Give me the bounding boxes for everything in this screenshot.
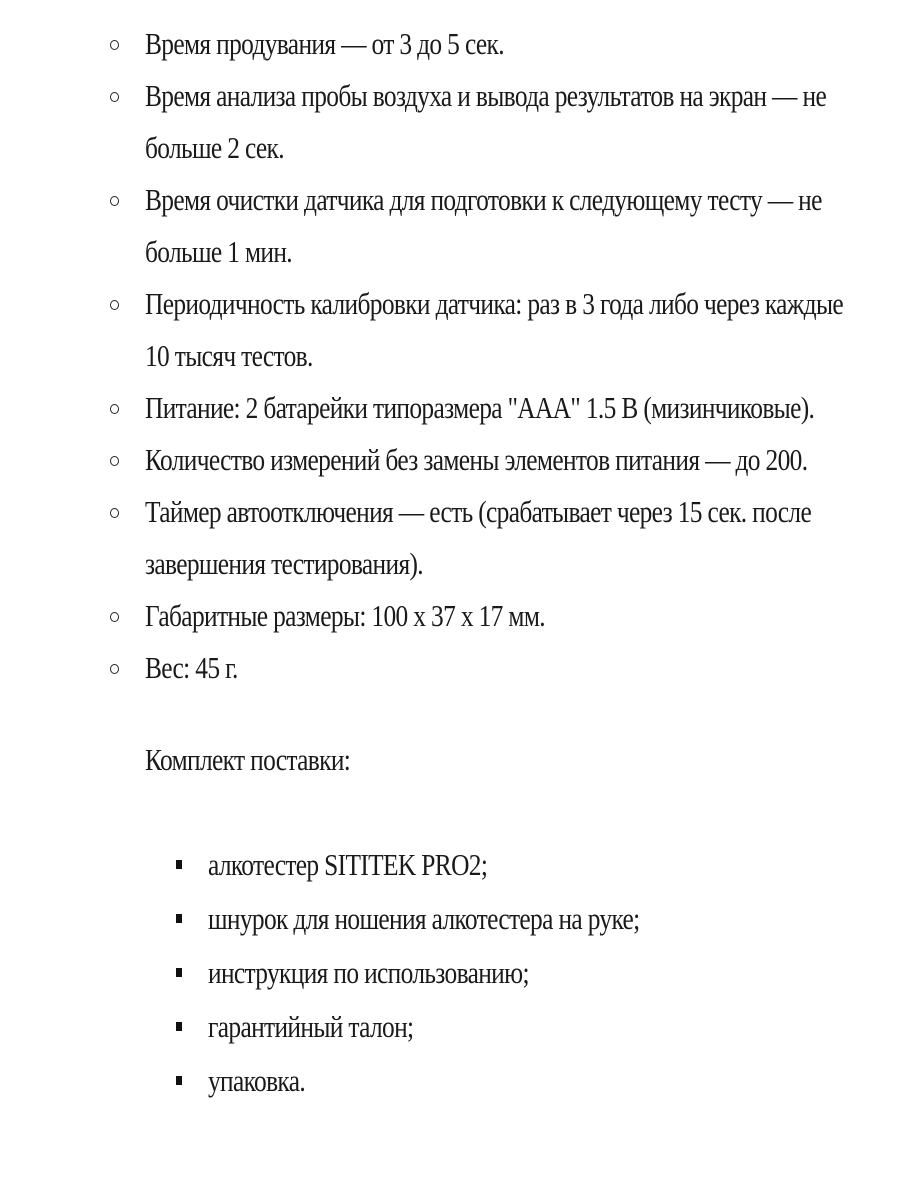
spec-item-calibration: [0, 278, 900, 382]
circle-bullet-icon: [110, 40, 119, 50]
kit-item-text: инструкция по использованию;: [208, 955, 529, 990]
kit-item-text: алкотестер SITITEK PRO2;: [208, 847, 488, 882]
square-bullet-icon: [176, 968, 182, 977]
kit-item-lanyard: [0, 892, 900, 946]
kit-item-manual: [0, 946, 900, 1000]
kit-item-text: упаковка.: [208, 1063, 306, 1098]
kit-item-warranty: [0, 1000, 900, 1054]
circle-bullet-icon: [110, 508, 119, 518]
spec-text: Питание: 2 батарейки типоразмера "AAA" 1.5 В (мизинчиковые).: [145, 390, 815, 425]
spec-text: Время очистки датчика для подготовки к следующему тесту — не больше 1 мин.: [145, 182, 822, 269]
kit-item-text: гарантийный талон;: [208, 1009, 414, 1044]
kit-item-text: шнурок для ношения алкотестера на руке;: [208, 901, 640, 936]
spec-item-dimensions: [0, 590, 900, 642]
spec-item-power: [0, 382, 900, 434]
spec-text: Периодичность калибровки датчика: раз в 3 года либо через каждые 10 тысяч тестов.: [145, 286, 844, 373]
spec-text: Габаритные размеры: 100 x 37 x 17 мм.: [145, 598, 545, 633]
spec-text: Вес: 45 г.: [145, 650, 238, 685]
spec-item-weight: [0, 642, 900, 694]
circle-bullet-icon: [110, 300, 119, 310]
square-bullet-icon: [176, 860, 182, 869]
circle-bullet-icon: [110, 664, 119, 674]
square-bullet-icon: [176, 914, 182, 923]
spec-item-measurements-count: [0, 434, 900, 486]
spec-text: Время анализа пробы воздуха и вывода результатов на экран — не больше 2 сек.: [145, 78, 827, 165]
kit-item-packaging: [0, 1054, 900, 1108]
spec-text: Таймер автоотключения — есть (срабатывает через 15 сек. после завершения тестирования).: [145, 494, 812, 581]
specifications-list: [0, 18, 900, 694]
kit-item-breathalyzer: [0, 838, 900, 892]
circle-bullet-icon: [110, 612, 119, 622]
square-bullet-icon: [176, 1022, 182, 1031]
spec-text: Время продувания — от 3 до 5 сек.: [145, 26, 504, 61]
kit-heading: Комплект поставки:: [145, 742, 351, 777]
spec-item-auto-off-timer: [0, 486, 900, 590]
kit-contents-list: [0, 838, 900, 1108]
circle-bullet-icon: [110, 404, 119, 414]
spec-item-analysis-time: [0, 70, 900, 174]
circle-bullet-icon: [110, 456, 119, 466]
circle-bullet-icon: [110, 92, 119, 102]
spec-item-blow-time: [0, 18, 900, 70]
square-bullet-icon: [176, 1076, 182, 1085]
spec-item-sensor-cleaning-time: [0, 174, 900, 278]
spec-text: Количество измерений без замены элементов питания — до 200.: [145, 442, 808, 477]
circle-bullet-icon: [110, 196, 119, 206]
